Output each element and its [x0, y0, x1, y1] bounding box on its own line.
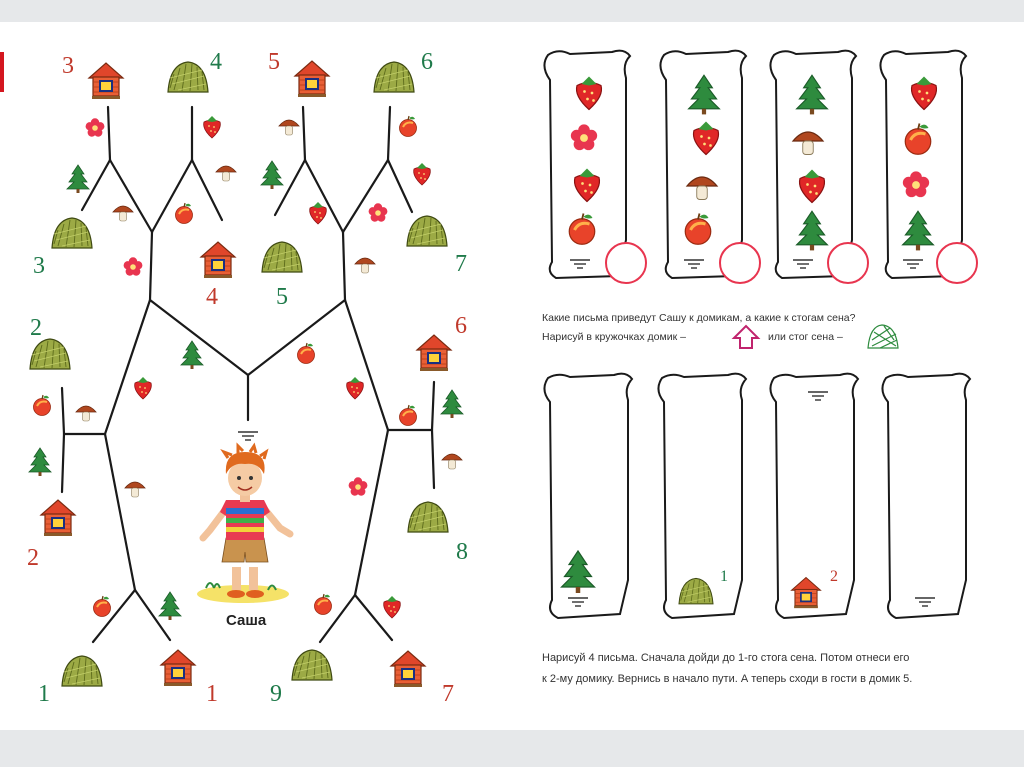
strawberry-icon	[310, 202, 327, 224]
haystack-icon	[262, 242, 302, 272]
tree-icon	[562, 551, 595, 593]
mushroom-icon	[687, 177, 717, 200]
mushroom-icon	[793, 132, 823, 155]
strawberry-icon	[912, 77, 937, 110]
apple-icon	[298, 343, 315, 364]
strawberry-icon	[347, 377, 364, 399]
haystack-icon	[407, 216, 447, 246]
flower-icon	[903, 171, 929, 197]
map-number: 5	[276, 284, 288, 310]
map-number: 8	[456, 539, 468, 565]
tree-icon	[441, 390, 463, 418]
apple-icon	[315, 594, 332, 615]
scroll-number: 1	[720, 568, 728, 585]
start-marker-icon	[684, 260, 704, 268]
mushroom-icon	[76, 406, 96, 421]
start-marker-icon	[903, 260, 923, 268]
letter-scrolls-bottom	[544, 374, 970, 618]
flower-icon	[369, 203, 388, 221]
house-icon	[201, 242, 235, 278]
haystack-icon	[62, 656, 102, 686]
strawberry-icon	[694, 122, 719, 155]
house-icon	[792, 578, 821, 609]
map-number: 1	[38, 681, 50, 707]
apple-icon	[176, 203, 193, 224]
tree-icon	[181, 341, 203, 369]
haystack-icon	[52, 218, 92, 248]
map-number: 6	[455, 313, 467, 339]
house-outline-icon	[734, 326, 758, 348]
question-line-1: Какие письма приведут Сашу к домикам, а какие к стогам сена?	[542, 312, 856, 324]
haystack-icon	[408, 502, 448, 532]
mushroom-icon	[355, 258, 375, 273]
map-number: 9	[270, 681, 282, 707]
strawberry-icon	[135, 377, 152, 399]
start-marker-icon	[915, 598, 935, 606]
haystack-icon	[30, 339, 70, 369]
tree-icon	[797, 75, 828, 114]
tree-icon	[29, 448, 51, 476]
apple-icon	[94, 596, 111, 617]
strawberry-icon	[384, 596, 401, 618]
boy-sasha-illustration	[197, 446, 290, 603]
haystack-icon	[374, 62, 414, 92]
strawberry-icon	[414, 163, 431, 185]
mushroom-icon	[113, 206, 133, 221]
strawberry-icon	[575, 169, 600, 202]
strawberry-icon	[204, 116, 221, 138]
tree-icon	[903, 211, 934, 250]
tree-icon	[797, 211, 828, 250]
flower-icon	[124, 257, 143, 275]
map-number: 2	[27, 545, 39, 571]
map-number: 7	[455, 251, 467, 277]
map-number: 5	[268, 49, 280, 75]
haystack-icon	[679, 578, 713, 604]
character-name: Саша	[226, 612, 267, 629]
map-number: 1	[206, 681, 218, 707]
apple-icon	[569, 214, 595, 245]
flower-icon	[571, 124, 597, 150]
house-icon	[161, 650, 195, 686]
mushroom-icon	[279, 120, 299, 135]
flower-icon	[86, 118, 105, 136]
haystack-icon	[168, 62, 208, 92]
house-icon	[417, 335, 451, 371]
instruction-line-2: к 2-му домику. Вернись в начало пути. А теперь сходи в гости в домик 5.	[542, 673, 913, 685]
mushroom-icon	[216, 166, 236, 181]
map-number: 6	[421, 49, 433, 75]
scroll-number: 2	[830, 568, 838, 585]
mushroom-icon	[442, 454, 462, 469]
strawberry-icon	[577, 77, 602, 110]
start-marker-icon	[568, 598, 588, 606]
map-number: 3	[33, 253, 45, 279]
house-icon	[41, 500, 75, 536]
house-icon	[89, 63, 123, 99]
instruction-line-1: Нарисуй 4 письма. Сначала дойди до 1-го стога сена. Потом отнеси его	[542, 652, 910, 664]
map-number: 4	[210, 49, 222, 75]
question-line-2a: Нарисуй в кружочках домик –	[542, 331, 686, 343]
tree-icon	[261, 161, 283, 189]
start-marker-icon	[570, 260, 590, 268]
map-number: 4	[206, 284, 218, 310]
mushroom-icon	[125, 482, 145, 497]
apple-icon	[400, 405, 417, 426]
haystack-outline-icon	[868, 325, 898, 348]
tree-icon	[159, 592, 181, 620]
haystack-icon	[292, 650, 332, 680]
map-number: 2	[30, 315, 42, 341]
start-marker-icon	[238, 432, 258, 440]
strawberry-icon	[800, 170, 825, 203]
house-icon	[295, 61, 329, 97]
map-number: 7	[442, 681, 454, 707]
start-marker-icon	[808, 392, 828, 400]
map-number: 3	[62, 53, 74, 79]
apple-icon	[685, 214, 711, 245]
tree-icon	[67, 165, 89, 193]
house-icon	[391, 651, 425, 687]
flower-icon	[349, 477, 368, 495]
question-line-2b: или стог сена –	[768, 331, 843, 343]
start-marker-icon	[793, 260, 813, 268]
apple-icon	[400, 116, 417, 137]
tree-icon	[689, 75, 720, 114]
apple-icon	[905, 124, 931, 155]
apple-icon	[34, 395, 51, 416]
